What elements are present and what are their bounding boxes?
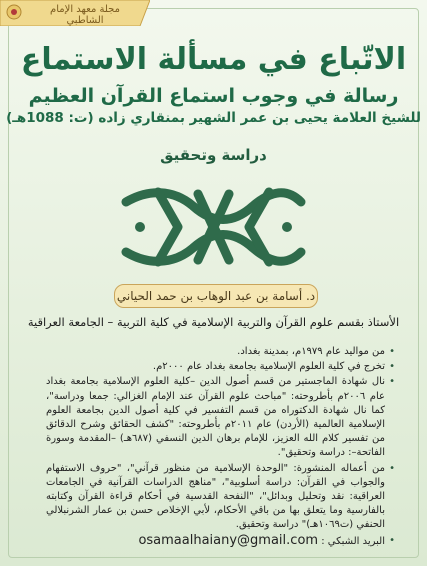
author-banner: د. أسامة بن عبد الوهاب بن حمد الحياني <box>114 284 318 308</box>
bio-item-email <box>46 534 395 549</box>
article-subtitle: رسالة في وجوب استماع القرآن العظيم <box>28 85 399 107</box>
original-author-line: للشيخ العلامة يحيى بن عمر الشهير بمنقاري زاده (ت: 1088هـ) <box>6 110 421 126</box>
article-title: الاتّباع في مسألة الاستماع <box>20 42 407 77</box>
bio-item: • تخرج في كلية العلوم الإسلامية بجامعة بغداد عام ٢٠٠٠م. <box>46 360 395 374</box>
calligraphy-emblem-icon <box>118 184 309 270</box>
email-link[interactable]: osamaalhaiany@gmail.com <box>138 532 319 548</box>
author-bio-list <box>46 345 395 550</box>
bio-item: • نال شهادة الماجستير من قسم أصول الدين –كلية العلوم الإسلامية بجامعة بغداد عام ٢٠٠٦م بأطروحته: "مباحث علوم القرآن عند الإمام الغزالي: جمعا ودراسة"، كما نال شهادة الدكتوراه من قسم التفسير في كلية أصول الدين بجامعة العلوم الإسلامية العالمية (الأردن) عام ٢٠١١م بأطروحته: "كشف الحقائق وشرح الدقائق من تفسير كلام الله العزيز، للإمام برهان الدين النسفي (٦٨٧هـ) –المقدمة وسورة الفاتحة–: دراسة وتحقيق". <box>46 375 395 460</box>
journal-name: مجلة معهد الإمام الشاطبي <box>50 4 120 26</box>
author-affiliation: الأستاذ بقسم علوم القرآن والتربية الإسلامية في كلية التربية – الجامعة العراقية <box>27 315 400 329</box>
study-label: دراسة وتحقيق <box>160 146 267 164</box>
bio-item: • من مواليد عام ١٩٧٩م، بمدينة بغداد. <box>46 345 395 359</box>
email-label: البريد الشبكي : <box>321 535 385 547</box>
bio-item: • من أعماله المنشورة: "الوحدة الإسلامية من منظور قرآني"، "حروف الاستفهام والجواب في القرآن: دراسة أسلوبية"، "مناهج الدراسات القرآنية في الجامعات العراقية: نقد وتحليل وبدائل"، "النفحة القدسية في أحكام قراءة القرآن وكتابته بالفارسية وما يتعلق بها من باقي الأحكام، لأبي الإخلاص حسن بن عمار الشرنبلالي الحنفي (ت١٠٦٩هـ)" دراسة وتحقيق. <box>46 462 395 533</box>
